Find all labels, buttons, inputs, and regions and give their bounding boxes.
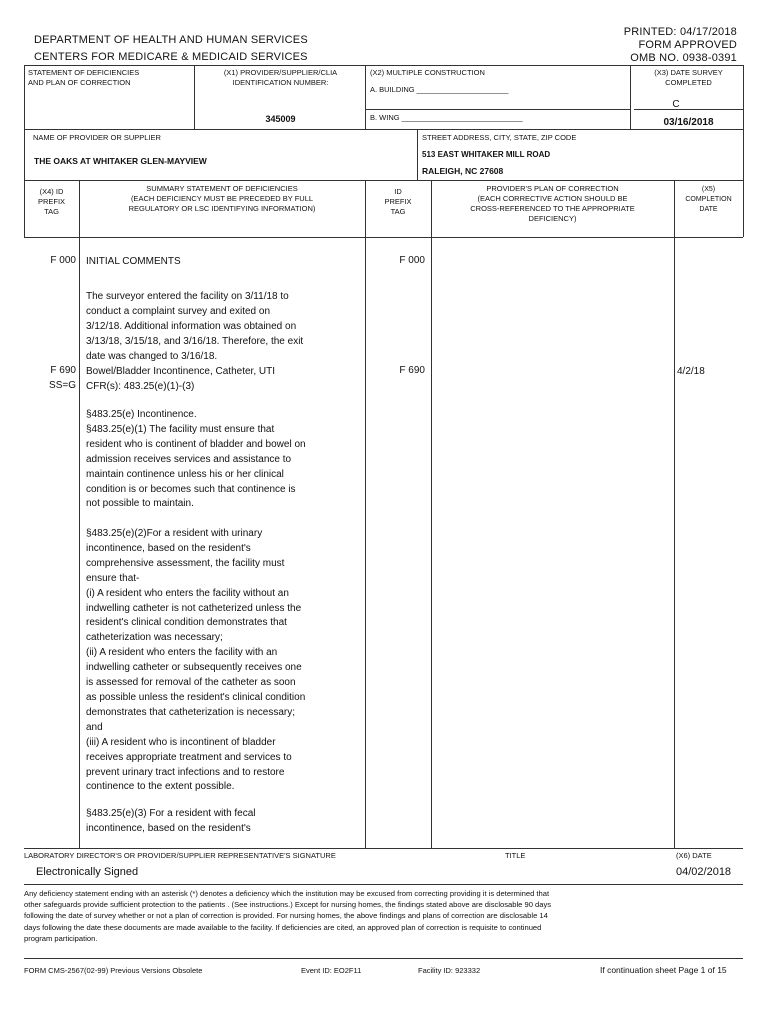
completion-date: 4/2/18 — [677, 366, 705, 377]
rule — [24, 237, 743, 238]
regulation-paragraph-2: §483.25(e)(2)For a resident with urinary incontinence, based on the resident's comprehensive assessment, the facility must ensure that- (i) A resident who enters the facility without an indwelling catheter is not catheterized unless the resident's clinical condition demonstrates that catheterization was necessary; (ii) A resident who enters the facility with an indwelling catheter or subsequently receives one is assessed for removal of the catheter as soon as possible unless the resident's clinical condition demonstrates that catheterization is necessary; and (iii) A resident who is incontinent of bladder receives appropriate treatment and services to prevent urinary tract infections and to restore continence to the extent possible. — [86, 528, 306, 793]
initial-comments-heading: INITIAL COMMENTS — [86, 256, 181, 267]
rule — [431, 180, 432, 848]
rule — [24, 848, 743, 849]
x2-label: (X2) MULTIPLE CONSTRUCTION — [370, 68, 485, 77]
facility-id: Facility ID: 923332 — [418, 966, 481, 975]
rule — [365, 180, 366, 848]
street-address: 513 EAST WHITAKER MILL ROAD — [422, 150, 551, 159]
rule — [24, 129, 743, 130]
rule — [674, 180, 675, 848]
rule — [24, 958, 743, 959]
signature-date: 04/02/2018 — [676, 866, 732, 878]
f690-title: Bowel/Bladder Incontinence, Catheter, UTI CFR(s): 483.25(e)(1)-(3) — [86, 366, 275, 392]
rule — [79, 180, 80, 848]
rule — [24, 884, 743, 885]
x4-header: (X4) ID PREFIX TAG — [37, 187, 66, 216]
dept-line-1: DEPARTMENT OF HEALTH AND HUMAN SERVICES — [34, 34, 308, 46]
x3-label: (X3) DATE SURVEY COMPLETED — [654, 68, 723, 87]
tag-f690: F 690 — [50, 365, 76, 376]
page-indicator: If continuation sheet Page 1 of 15 — [600, 965, 727, 975]
regulation-paragraph-1: §483.25(e) Incontinence. §483.25(e)(1) The facility must ensure that resident who is continent of bladder and bowel on admission receives services and assistance to maintain continence unless his or her clinical condition is or becomes such that continence is not possible to maintain. — [86, 409, 306, 510]
x1-label: (X1) PROVIDER/SUPPLIER/CLIA IDENTIFICATION NUMBER: — [223, 68, 338, 87]
rule — [417, 129, 418, 180]
wing-field: B. WING _____________________________ — [370, 113, 523, 122]
survey-date: 03/16/2018 — [663, 117, 714, 128]
x5-header: (X5) COMPLETION DATE — [685, 186, 732, 213]
address-label: STREET ADDRESS, CITY, STATE, ZIP CODE — [422, 133, 577, 142]
rule — [365, 65, 366, 129]
tag-f000: F 000 — [50, 255, 76, 266]
city-state-zip: RALEIGH, NC 27608 — [422, 166, 504, 176]
form-number: FORM CMS-2567(02-99) Previous Versions Obsolete — [24, 966, 203, 975]
rule — [366, 109, 630, 110]
scope-severity: SS=G — [49, 380, 76, 391]
form-approved: FORM APPROVED — [638, 39, 737, 51]
x6-date-label: (X6) DATE — [676, 851, 712, 860]
summary-header: SUMMARY STATEMENT OF DEFICIENCIES (EACH DEFICIENCY MUST BE PRECEDED BY FULL REGULATORY OR LSC IDENTIFYING INFORMATION) — [128, 184, 316, 213]
title-label: TITLE — [505, 851, 526, 860]
signature-label: LABORATORY DIRECTOR'S OR PROVIDER/SUPPLIER REPRESENTATIVE'S SIGNATURE — [24, 851, 336, 860]
tag-f000-right: F 000 — [399, 255, 425, 266]
rule — [24, 65, 743, 66]
plan-header: PROVIDER'S PLAN OF CORRECTION (EACH CORRECTIVE ACTION SHOULD BE CROSS-REFERENCED TO THE APPROPRIATE DEFICIENCY) — [470, 184, 635, 223]
building-field: A. BUILDING ______________________ — [370, 85, 509, 94]
survey-code: C — [672, 99, 680, 110]
survey-paragraph: The surveyor entered the facility on 3/11/18 to conduct a complaint survey and exited on 3/12/18. Additional information was obtained on 3/13/18, 3/15/18, and 3/16/18. Therefore, the exit date was changed to 3/16/18. — [86, 291, 304, 362]
disclaimer-text: Any deficiency statement ending with an asterisk (*) denotes a deficiency which the institution may be excused from correcting providing it is determined that other safeguards provide sufficient protection to the patients . (See instructions.) Except for nursing homes, the findings stated above are disclosable 90 days following the date of survey whether or not a plan of correction is provided. For nursing homes, the above findings and plans of correction are disclosable 14 days following the date these documents are made available to the facility. If deficiencies are cited, an approved plan of correction is requisite to continued program participation. — [24, 889, 552, 943]
rule — [630, 65, 631, 129]
statement-label: STATEMENT OF DEFICIENCIES AND PLAN OF CORRECTION — [28, 68, 140, 87]
provider-name: THE OAKS AT WHITAKER GLEN-MAYVIEW — [34, 156, 207, 166]
rule — [743, 65, 744, 237]
omb-number: OMB NO. 0938-0391 — [630, 52, 737, 64]
printed-date: PRINTED: 04/17/2018 — [623, 26, 737, 38]
tag-f690-right: F 690 — [399, 365, 425, 376]
rule — [194, 65, 195, 129]
regulation-paragraph-3: §483.25(e)(3) For a resident with fecal incontinence, based on the resident's — [86, 808, 256, 834]
dept-line-2: CENTERS FOR MEDICARE & MEDICAID SERVICES — [34, 51, 308, 63]
provider-name-label: NAME OF PROVIDER OR SUPPLIER — [33, 133, 161, 142]
rule — [24, 180, 743, 181]
provider-id-number: 345009 — [265, 114, 296, 124]
electronic-signature: Electronically Signed — [36, 866, 139, 878]
id-prefix-header: ID PREFIX TAG — [384, 187, 412, 216]
event-id: Event ID: EO2F11 — [301, 966, 362, 975]
